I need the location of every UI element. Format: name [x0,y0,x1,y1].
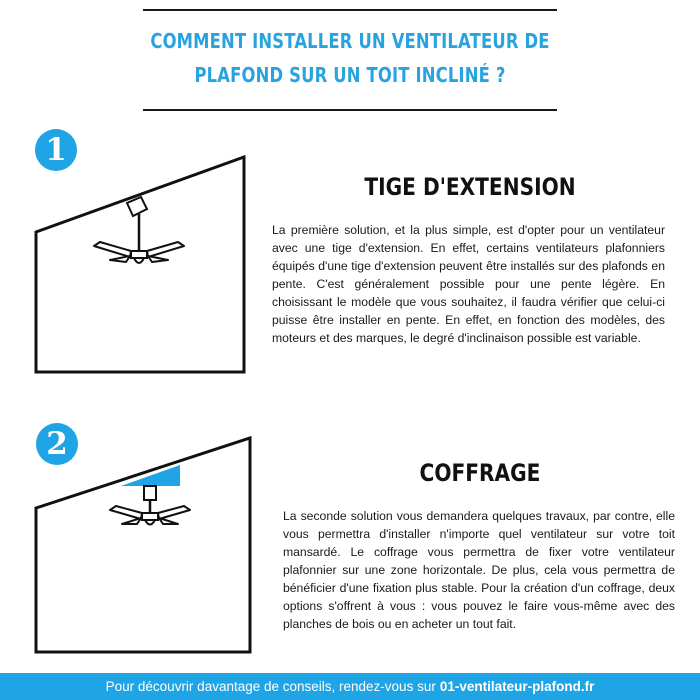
section-2-heading: COFFRAGE [419,459,541,487]
page-title-line-1: COMMENT INSTALLER UN VENTILATEUR DE [150,29,550,53]
footer-banner [0,673,700,700]
top-divider [143,9,557,11]
footer-text: Pour découvrir davantage de conseils, rendez-vous sur [105,679,436,694]
footer-website-link[interactable]: 01-ventilateur-plafond.fr [439,679,595,694]
section-1-heading: TIGE D'EXTENSION [364,173,576,201]
step-number-badge-1: 1 [35,129,77,171]
bottom-divider [143,109,557,111]
box-mount-fan-illustration [30,432,255,654]
page-title [145,24,555,92]
extension-rod-fan-illustration [30,152,250,374]
section-1-text: La première solution, et la plus simple, est d'opter pour un ventilateur avec une tige d'extension. En effet, certains ventilateurs plafonniers équipés d'une tige d'extension peuvent être installés sur des plafonds en pente. C'est généralement possible pour une pente légère. En choisissant le modèle que vous souhaitez, il faudra vérifier que celui-ci puisse être installer en pente. En effet, en fonction des modèles, des moteurs et des marques, le degré d'inclinaison possible est variable. [272,223,665,345]
page-title-line-2: PLAFOND SUR UN TOIT INCLINÉ ? [194,63,506,87]
step-number-badge-2: 2 [36,423,78,465]
section-2-text: La seconde solution vous demandera quelques travaux, par contre, elle vous permettra d'installer n'importe quel ventilateur sur votre toit mansardé. Le coffrage vous permettra de fixer votre ventilateur plafonnier sur une zone horizontale. De plus, cela vous permettra de bénéficier d'une fixation plus stable. Pour la création d'un coffrage, deux options s'offrent à vous : vous pouvez le faire vous-même avec des planches de bois ou en acheter un tout fait. [283,509,675,631]
